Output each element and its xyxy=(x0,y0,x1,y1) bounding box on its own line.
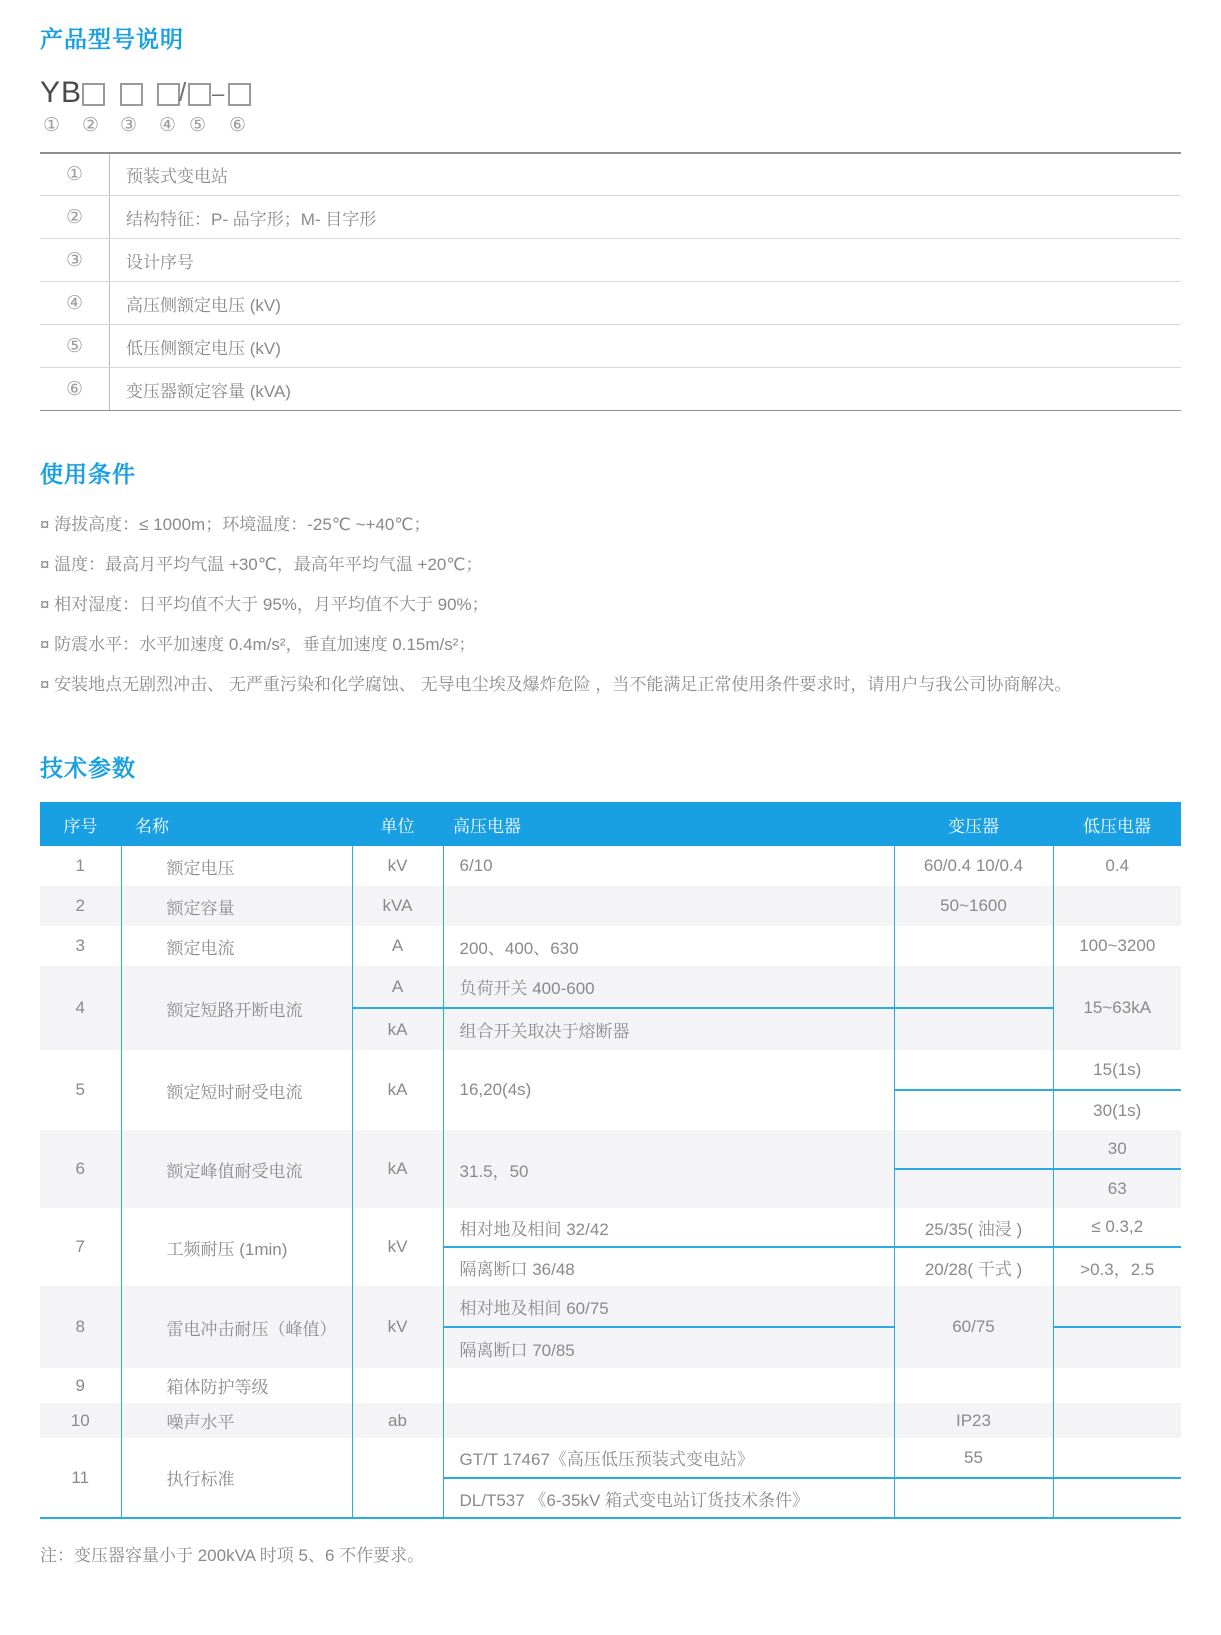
cell-num: 1 xyxy=(75,856,85,876)
cell-unit: kA xyxy=(352,1130,443,1208)
section-title-tech-params: 技术参数 xyxy=(40,754,136,781)
cell-lv xyxy=(1053,1403,1181,1438)
cell-num: 6 xyxy=(40,1130,121,1208)
model-box-3-icon xyxy=(120,83,143,106)
cell-hv: 200、400、630 xyxy=(443,926,894,966)
conditions-list xyxy=(40,505,1181,705)
cell-name: 额定短路开断电流 xyxy=(121,966,352,1050)
model-box-2-icon xyxy=(82,83,105,106)
list-item: ¤ 防震水平：水平加速度 0.4m/s²，垂直加速度 0.15m/s²； xyxy=(40,634,476,654)
cell-unit: A xyxy=(352,966,443,1008)
table-row xyxy=(40,196,1181,239)
col-header-unit: 单位 xyxy=(380,816,415,836)
circled-number-4: ④ xyxy=(159,114,177,136)
model-slash: / xyxy=(179,76,187,107)
cell-lv xyxy=(1053,1438,1181,1478)
table-row xyxy=(40,846,1181,886)
cell-transformer xyxy=(894,1008,1053,1050)
table-row xyxy=(40,282,1181,325)
cell-unit xyxy=(352,1368,443,1403)
model-box-5-icon xyxy=(188,83,211,106)
cell-num: 11 xyxy=(71,1467,90,1487)
legend-text: 变压器额定容量 (kVA) xyxy=(110,368,1182,411)
table-row xyxy=(40,1403,1181,1438)
legend-mark: ③ xyxy=(40,239,110,282)
cell-hv: 31.5，50 xyxy=(443,1130,894,1208)
model-symbol-row xyxy=(40,76,1181,112)
cell-num: 3 xyxy=(75,936,85,956)
legend-text: 低压侧额定电压 (kV) xyxy=(110,325,1182,368)
table-row xyxy=(40,1438,1181,1478)
cell-lv: 63 xyxy=(1053,1169,1181,1208)
cell-hv: DL/T537 《6-35kV 箱式变电站订货技术条件》 xyxy=(443,1478,894,1518)
legend-mark: ⑥ xyxy=(40,368,110,411)
legend-text: 结构特征：P- 品字形；M- 目字形 xyxy=(110,196,1182,239)
cell-num: 9 xyxy=(75,1375,85,1395)
cell-transformer xyxy=(894,1368,1053,1403)
cell-name: 额定容量 xyxy=(121,886,352,926)
cell-lv: 30(1s) xyxy=(1053,1090,1181,1130)
circled-number-6: ⑥ xyxy=(229,114,247,136)
cell-unit: kVA xyxy=(352,886,443,926)
cell-unit: kV xyxy=(352,1208,443,1286)
cell-name: 额定电流 xyxy=(121,926,352,966)
cell-name: 额定电压 xyxy=(121,846,352,886)
cell-transformer: 50~1600 xyxy=(894,886,1053,926)
cell-unit: kA xyxy=(352,1050,443,1130)
cell-hv: 16,20(4s) xyxy=(443,1050,894,1130)
cell-transformer xyxy=(894,1090,1053,1130)
cell-name: 箱体防护等级 xyxy=(121,1368,352,1403)
table-row xyxy=(40,966,1181,1008)
table-row xyxy=(40,926,1181,966)
col-header-hv: 高压电器 xyxy=(453,816,521,836)
cell-hv: GT/T 17467《高压低压预装式变电站》 xyxy=(443,1438,894,1478)
cell-name: 噪声水平 xyxy=(121,1403,352,1438)
cell-num: 7 xyxy=(75,1237,85,1257)
cell-hv xyxy=(443,886,894,926)
legend-mark: ④ xyxy=(40,282,110,325)
model-legend-table xyxy=(40,152,1181,412)
cell-name: 执行标准 xyxy=(121,1438,352,1518)
list-item: ¤ 安装地点无剧烈冲击、 无严重污染和化学腐蚀、 无导电尘埃及爆炸危险 ，当不能满足正常使用条件要求时，请用户与我公司协商解决。 xyxy=(40,674,1072,694)
cell-unit: kV xyxy=(352,846,443,886)
model-dash: – xyxy=(212,80,225,106)
cell-lv xyxy=(1053,886,1181,926)
cell-lv: 15(1s) xyxy=(1053,1050,1181,1090)
model-code-diagram xyxy=(40,76,1181,140)
legend-mark: ① xyxy=(40,153,110,196)
section-title-conditions: 使用条件 xyxy=(40,461,136,488)
cell-lv: 15~63kA xyxy=(1053,966,1181,1050)
table-row xyxy=(40,153,1181,196)
cell-transformer xyxy=(894,926,1053,966)
table-row xyxy=(40,1130,1181,1169)
cell-hv: 6/10 xyxy=(443,846,894,886)
list-item: ¤ 相对湿度：日平均值不大于 95%，月平均值不大于 90%； xyxy=(40,594,489,614)
cell-transformer: 55 xyxy=(894,1438,1053,1478)
cell-transformer xyxy=(894,1478,1053,1518)
cell-hv xyxy=(443,1368,894,1403)
col-header-seq: 序号 xyxy=(63,816,98,836)
cell-transformer xyxy=(894,1130,1053,1169)
cell-name: 额定峰值耐受电流 xyxy=(121,1130,352,1208)
circled-number-1: ① xyxy=(43,114,61,136)
table-row xyxy=(40,368,1181,411)
model-box-4-icon xyxy=(157,83,180,106)
legend-mark: ⑤ xyxy=(40,325,110,368)
tech-table-wrap xyxy=(40,802,1181,1519)
legend-text: 预装式变电站 xyxy=(110,153,1182,196)
cell-hv: 隔离断口 36/48 xyxy=(443,1247,894,1286)
table-row xyxy=(40,239,1181,282)
footnote: 注：变压器容量小于 200kVA 时项 5、6 不作要求。 xyxy=(40,1546,425,1566)
list-item: ¤ 温度：最高月平均气温 +30℃，最高年平均气温 +20℃； xyxy=(40,554,483,574)
col-header-name: 名称 xyxy=(135,816,169,836)
cell-lv: 30 xyxy=(1053,1130,1181,1169)
cell-hv: 组合开关取决于熔断器 xyxy=(443,1008,894,1050)
cell-transformer xyxy=(894,1050,1053,1090)
table-row xyxy=(40,886,1181,926)
cell-lv xyxy=(1053,1478,1181,1518)
col-header-lv: 低压电器 xyxy=(1083,816,1151,836)
cell-lv: ≤ 0.3,2 xyxy=(1053,1208,1181,1247)
model-circle-row xyxy=(40,114,1181,138)
cell-hv: 隔离断口 70/85 xyxy=(443,1327,894,1368)
cell-name: 额定短时耐受电流 xyxy=(121,1050,352,1130)
cell-num: 4 xyxy=(40,966,121,1050)
cell-num: 5 xyxy=(75,1080,85,1100)
cell-transformer: 20/28( 干式 ) xyxy=(894,1247,1053,1286)
section-title-product-model: 产品型号说明 xyxy=(40,26,184,52)
cell-unit: A xyxy=(352,926,443,966)
circled-number-2: ② xyxy=(82,114,100,136)
cell-unit: ab xyxy=(352,1403,443,1438)
table-row xyxy=(40,1368,1181,1403)
tech-params-table xyxy=(40,802,1181,1519)
cell-lv: 100~3200 xyxy=(1053,926,1181,966)
cell-num: 8 xyxy=(40,1286,121,1368)
cell-name: 工频耐压 (1min) xyxy=(121,1208,352,1286)
cell-hv: 负荷开关 400-600 xyxy=(443,966,894,1008)
cell-transformer: 25/35( 油浸 ) xyxy=(894,1208,1053,1247)
legend-text: 设计序号 xyxy=(110,239,1182,282)
cell-unit: kA xyxy=(352,1008,443,1050)
col-header-transformer: 变压器 xyxy=(948,816,999,836)
legend-text: 高压侧额定电压 (kV) xyxy=(110,282,1182,325)
model-box-6-icon xyxy=(228,83,251,106)
list-item: ¤ 海拔高度：≤ 1000m；环境温度：-25℃ ~+40℃； xyxy=(40,514,431,534)
table-row xyxy=(40,1286,1181,1327)
cell-hv: 相对地及相间 60/75 xyxy=(443,1286,894,1327)
model-prefix: YB xyxy=(40,75,83,109)
cell-lv xyxy=(1053,1286,1181,1327)
cell-transformer: 60/75 xyxy=(894,1286,1053,1368)
cell-transformer xyxy=(894,966,1053,1008)
cell-num: 10 xyxy=(40,1403,121,1438)
cell-lv: 0.4 xyxy=(1053,846,1181,886)
cell-lv xyxy=(1053,1368,1181,1403)
cell-transformer: IP23 xyxy=(894,1403,1053,1438)
cell-num: 2 xyxy=(40,886,121,926)
circled-number-3: ③ xyxy=(120,114,138,136)
cell-hv: 相对地及相间 32/42 xyxy=(443,1208,894,1247)
circled-number-5: ⑤ xyxy=(189,114,207,136)
table-header-row xyxy=(40,802,1181,846)
table-row xyxy=(40,1208,1181,1247)
cell-transformer: 60/0.4 10/0.4 xyxy=(894,846,1053,886)
cell-lv: >0.3，2.5 xyxy=(1053,1247,1181,1286)
table-row xyxy=(40,1050,1181,1090)
cell-hv xyxy=(443,1403,894,1438)
cell-name: 雷电冲击耐压（峰值） xyxy=(121,1286,352,1368)
cell-transformer xyxy=(894,1169,1053,1208)
cell-unit: kV xyxy=(352,1286,443,1368)
table-row xyxy=(40,325,1181,368)
cell-lv xyxy=(1053,1327,1181,1368)
legend-mark: ② xyxy=(40,196,110,239)
cell-unit xyxy=(352,1438,443,1518)
